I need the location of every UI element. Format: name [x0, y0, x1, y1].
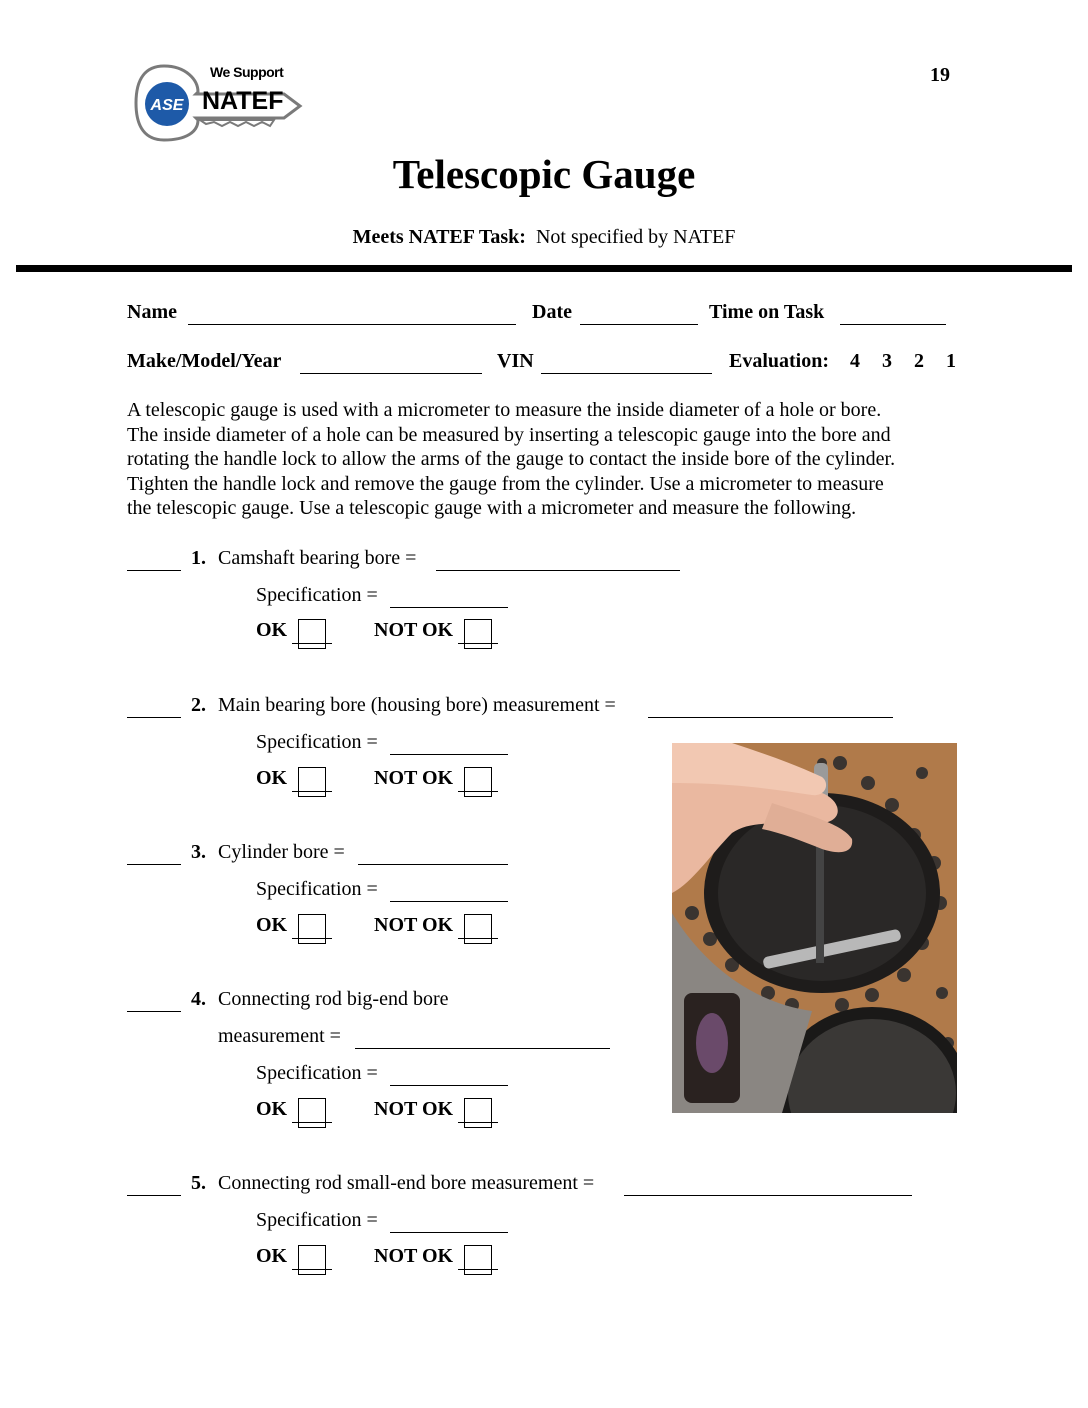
- evaluation-score-4[interactable]: 4: [850, 350, 860, 372]
- telescopic-gauge-photo: [672, 743, 957, 1113]
- evaluation-score-1[interactable]: 1: [946, 350, 956, 372]
- not-ok-label: NOT OK: [374, 619, 454, 641]
- item-5-spec-field[interactable]: [390, 1214, 508, 1233]
- item-4-measurement-label: measurement =: [218, 1025, 341, 1047]
- item-4-ok-checkbox[interactable]: [298, 1098, 326, 1128]
- make-model-year-field[interactable]: [300, 355, 482, 374]
- item-5-ok-checkbox[interactable]: [298, 1245, 326, 1275]
- item-2-number: 2.: [191, 694, 206, 716]
- item-1-spec-label: Specification =: [256, 584, 378, 606]
- item-2-not-ok: [374, 767, 498, 792]
- item-3-not-ok-checkbox[interactable]: [464, 914, 492, 944]
- name-field[interactable]: [188, 306, 516, 325]
- item-4-spec-label: Specification =: [256, 1062, 378, 1084]
- name-label: Name: [127, 301, 177, 323]
- ok-label: OK: [256, 767, 288, 789]
- evaluation-score-2[interactable]: 2: [914, 350, 924, 372]
- intro-line: The inside diameter of a hole can be measured by inserting a telescopic gauge into the bore and: [127, 423, 891, 446]
- task-label: Meets NATEF Task:: [352, 226, 526, 248]
- item-2-not-ok-checkbox[interactable]: [464, 767, 492, 797]
- not-ok-label: NOT OK: [374, 914, 454, 936]
- item-3-score-field[interactable]: [127, 846, 181, 865]
- item-1-not-ok: [374, 619, 498, 644]
- logo-top-text: We Support: [210, 64, 284, 80]
- page-title: Telescopic Gauge: [392, 151, 696, 197]
- logo-brand-text: NATEF: [202, 87, 284, 115]
- item-5-spec-label: Specification =: [256, 1209, 378, 1231]
- item-1-not-ok-checkbox[interactable]: [464, 619, 492, 649]
- item-4-spec-field[interactable]: [390, 1067, 508, 1086]
- make-model-year-label: Make/Model/Year: [127, 350, 282, 372]
- not-ok-label: NOT OK: [374, 1245, 454, 1267]
- engine-block-illustration: [672, 743, 957, 1113]
- item-3-number: 3.: [191, 841, 206, 863]
- item-2-spec-field[interactable]: [390, 736, 508, 755]
- item-4-measurement-field[interactable]: [355, 1030, 610, 1049]
- header-divider: [16, 265, 1072, 272]
- item-2-spec-label: Specification =: [256, 731, 378, 753]
- item-1-ok: [256, 619, 332, 644]
- intro-line: Tighten the handle lock and remove the gauge from the cylinder. Use a micrometer to measure: [127, 472, 884, 495]
- item-3-ok-checkbox[interactable]: [298, 914, 326, 944]
- vin-label: VIN: [497, 350, 534, 372]
- date-field[interactable]: [580, 306, 698, 325]
- item-1-measurement-field[interactable]: [436, 552, 680, 571]
- item-1-score-field[interactable]: [127, 552, 181, 571]
- intro-line: A telescopic gauge is used with a micrometer to measure the inside diameter of a hole or bore.: [127, 399, 882, 421]
- item-1-spec-field[interactable]: [390, 589, 508, 608]
- item-2-text: Main bearing bore (housing bore) measurement =: [218, 694, 616, 716]
- page-number: 19: [930, 64, 950, 86]
- item-3-spec-label: Specification =: [256, 878, 378, 900]
- item-3-text: Cylinder bore =: [218, 841, 345, 863]
- item-3-measurement-field[interactable]: [358, 846, 508, 865]
- item-3-not-ok: [374, 914, 498, 939]
- intro-line: rotating the handle lock to allow the arms of the gauge to contact the inside bore of the cylinder.: [127, 448, 896, 471]
- item-4-ok: [256, 1098, 332, 1123]
- intro-paragraph: [127, 398, 957, 521]
- natef-task-line: [0, 226, 1088, 249]
- evaluation-score-3[interactable]: 3: [882, 350, 892, 372]
- item-2-ok: [256, 767, 332, 792]
- ok-label: OK: [256, 619, 288, 641]
- item-4-text: Connecting rod big-end bore: [218, 988, 449, 1010]
- item-5-text: Connecting rod small-end bore measurement =: [218, 1172, 595, 1194]
- item-2-measurement-field[interactable]: [648, 699, 893, 718]
- intro-line: the telescopic gauge. Use a telescopic gauge with a micrometer and measure the following.: [127, 497, 857, 520]
- date-label: Date: [532, 301, 572, 323]
- not-ok-label: NOT OK: [374, 1098, 454, 1120]
- vin-field[interactable]: [541, 355, 712, 374]
- item-4-number: 4.: [191, 988, 206, 1010]
- item-5-not-ok-checkbox[interactable]: [464, 1245, 492, 1275]
- evaluation-label: Evaluation:: [729, 350, 830, 372]
- item-5-ok: [256, 1245, 332, 1270]
- task-value: Not specified by NATEF: [535, 226, 736, 248]
- item-1-number: 1.: [191, 547, 206, 569]
- ok-label: OK: [256, 914, 288, 936]
- time-on-task-label: Time on Task: [709, 301, 825, 323]
- ok-label: OK: [256, 1245, 288, 1267]
- item-1-ok-checkbox[interactable]: [298, 619, 326, 649]
- item-5-measurement-field[interactable]: [624, 1177, 912, 1196]
- item-3-ok: [256, 914, 332, 939]
- not-ok-label: NOT OK: [374, 767, 454, 789]
- item-4-not-ok-checkbox[interactable]: [464, 1098, 492, 1128]
- item-4-score-field[interactable]: [127, 993, 181, 1012]
- item-1-text: Camshaft bearing bore =: [218, 547, 417, 569]
- item-2-score-field[interactable]: [127, 699, 181, 718]
- item-3-spec-field[interactable]: [390, 883, 508, 902]
- item-5-score-field[interactable]: [127, 1177, 181, 1196]
- natef-logo: [134, 62, 304, 144]
- item-4-not-ok: [374, 1098, 498, 1123]
- item-5-number: 5.: [191, 1172, 206, 1194]
- time-on-task-field[interactable]: [840, 306, 946, 325]
- item-2-ok-checkbox[interactable]: [298, 767, 326, 797]
- item-5-not-ok: [374, 1245, 498, 1270]
- svg-text:ASE: ASE: [150, 97, 184, 114]
- ok-label: OK: [256, 1098, 288, 1120]
